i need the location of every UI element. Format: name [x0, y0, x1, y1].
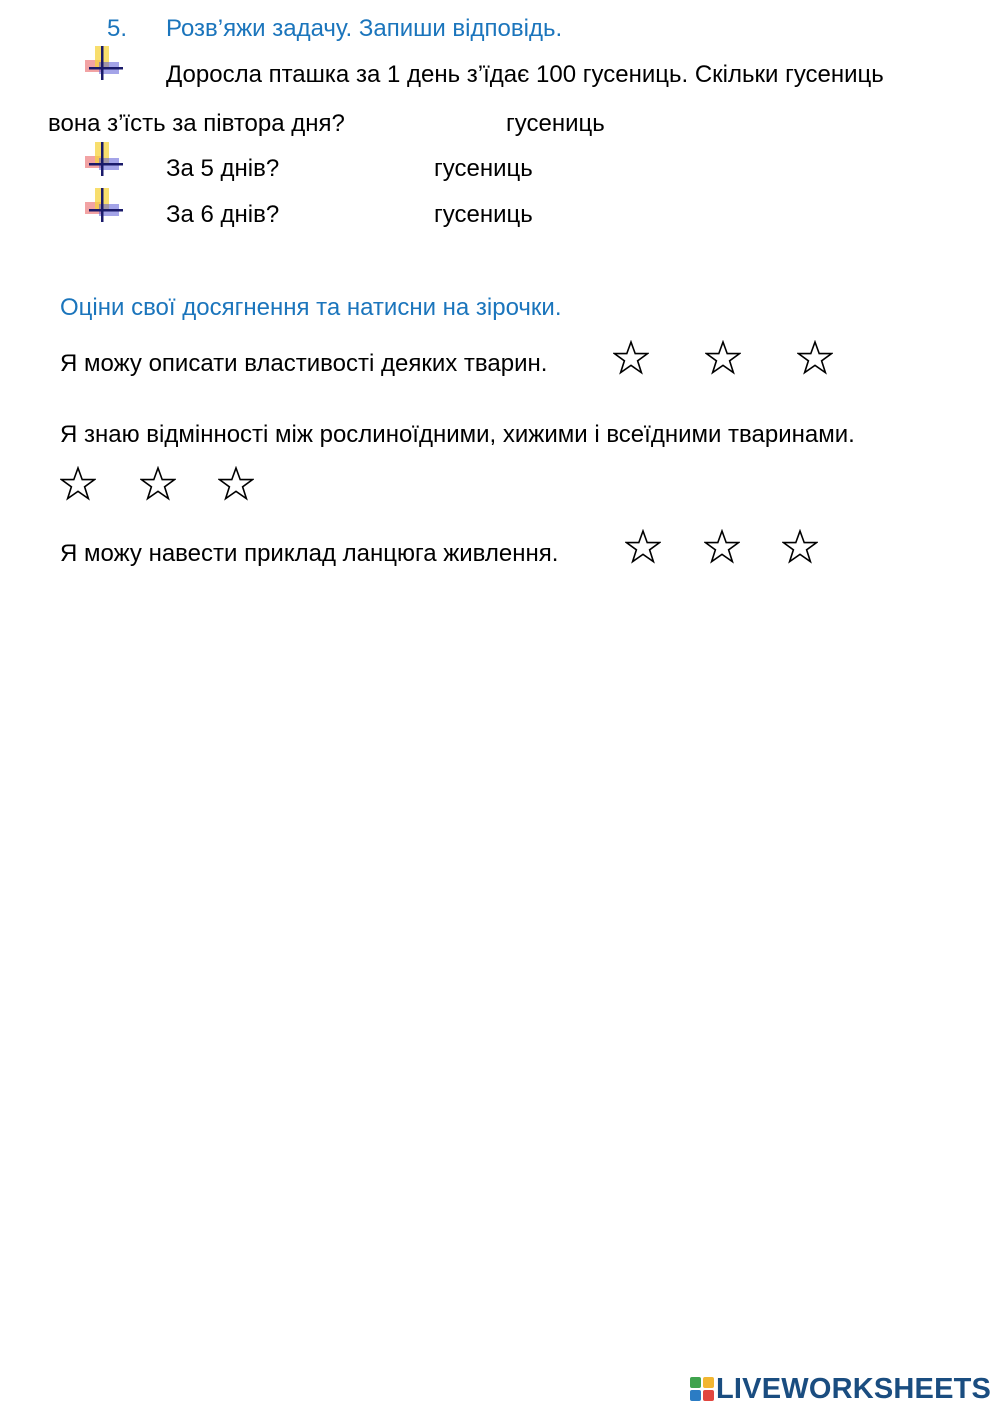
star-icon[interactable]	[782, 529, 818, 565]
star-icon[interactable]	[613, 340, 649, 376]
task-number: 5.	[107, 15, 128, 42]
answer-field-3[interactable]	[305, 199, 431, 231]
answer-field-2[interactable]	[305, 153, 431, 185]
task-heading: Розв’яжи задачу. Запиши відповідь.	[166, 15, 563, 42]
question-5-days: За 5 днів?	[166, 155, 280, 182]
answer-field-1[interactable]	[390, 108, 502, 140]
assessment-item-2: Я знаю відмінності між рослиноїдними, хижими і всеїдними тваринами.	[60, 421, 855, 448]
liveworksheets-logo-text: LIVEWORKSHEETS	[716, 1372, 992, 1405]
answer-unit-2: гусениць	[434, 155, 533, 182]
bullet-icon	[83, 142, 125, 178]
star-icon[interactable]	[218, 466, 254, 502]
answer-unit-1: гусениць	[506, 110, 605, 137]
star-icon[interactable]	[60, 466, 96, 502]
assessment-item-1: Я можу описати властивості деяких тварин.	[60, 350, 548, 377]
star-icon[interactable]	[704, 529, 740, 565]
star-icon[interactable]	[625, 529, 661, 565]
problem-text-line2: вона з’їсть за півтора дня?	[48, 110, 345, 137]
assessment-item-3: Я можу навести приклад ланцюга живлення.	[60, 540, 559, 567]
self-assessment-heading: Оціни свої досягнення та натисни на зірочки.	[60, 294, 562, 321]
liveworksheets-logo-icon	[690, 1377, 714, 1401]
star-icon[interactable]	[140, 466, 176, 502]
answer-unit-3: гусениць	[434, 201, 533, 228]
bullet-icon	[83, 188, 125, 224]
star-icon[interactable]	[705, 340, 741, 376]
liveworksheets-logo	[690, 1373, 991, 1405]
bullet-icon	[83, 46, 125, 82]
question-6-days: За 6 днів?	[166, 201, 280, 228]
problem-text-line1: Доросла пташка за 1 день з’їдає 100 гусениць. Скільки гусениць	[166, 61, 884, 88]
star-icon[interactable]	[797, 340, 833, 376]
